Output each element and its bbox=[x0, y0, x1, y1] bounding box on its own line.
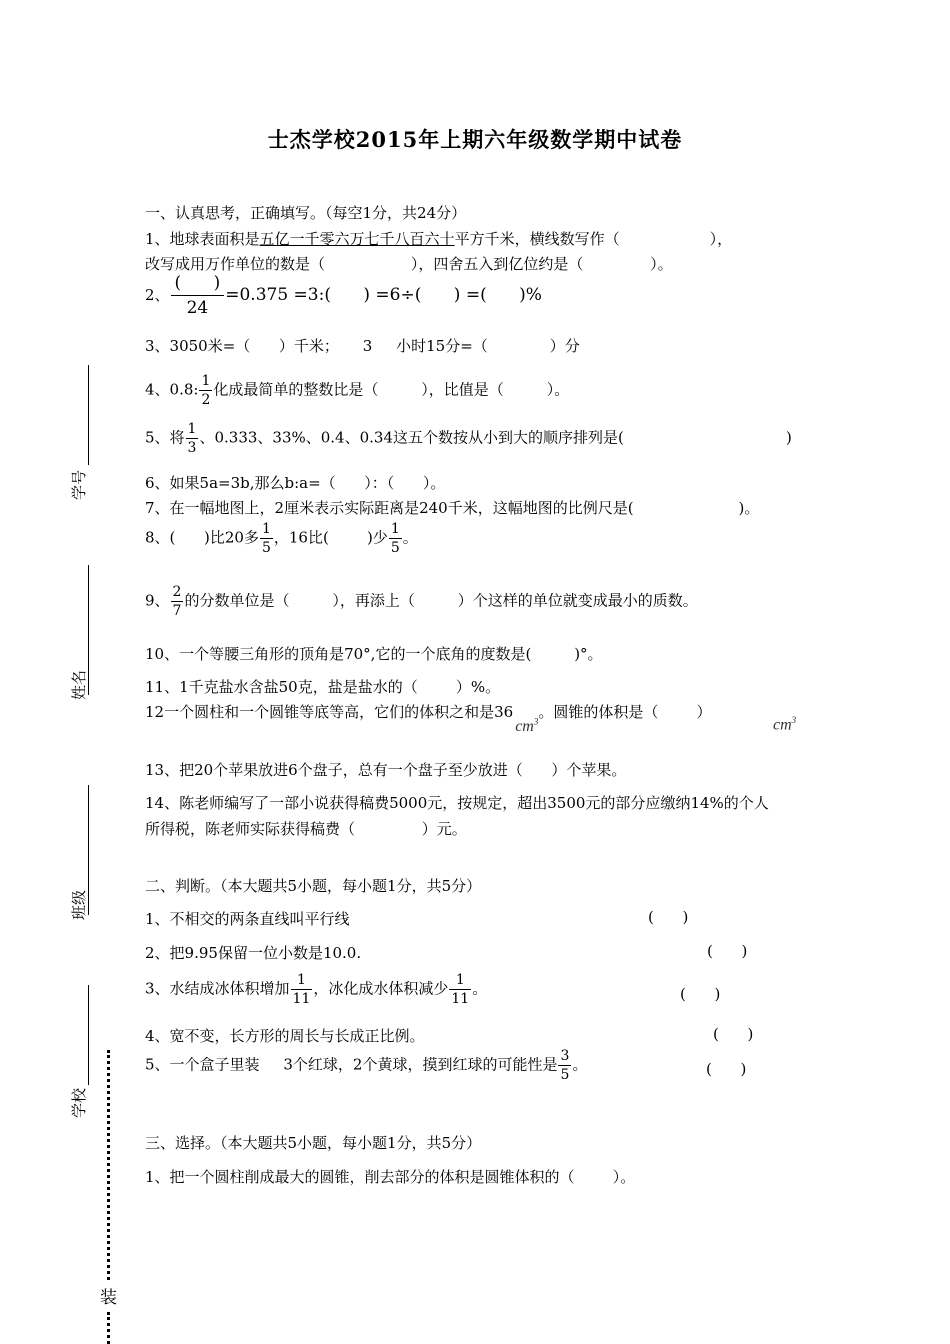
q1-4-numerator: 1 bbox=[201, 373, 211, 389]
q1-1-text-c: 数写作（ bbox=[559, 230, 620, 248]
q2-5-numerator: 3 bbox=[560, 1048, 570, 1064]
q1-9-fraction bbox=[171, 585, 184, 618]
q1-9-numerator: 2 bbox=[172, 584, 182, 600]
q1-12-unit-text-2: cm bbox=[773, 716, 792, 734]
q1-1-text-b: 平方千米，横线 bbox=[454, 230, 560, 248]
q1-11: 11、1千克盐水含盐50克，盐是盐水的（ ）%。 bbox=[145, 678, 501, 696]
q1-8 bbox=[145, 522, 418, 555]
q2-5-text-a: 5、一个盒子里装 3个红球，2个黄球，摸到红球的可能性是 bbox=[145, 1055, 558, 1074]
q1-5-text-a: 5、将 bbox=[145, 428, 185, 447]
q1-8-text-b: ，16比( )少 bbox=[273, 528, 388, 547]
section2-heading: 二、判断。（本大题共5小题，每小题1分，共5分） bbox=[145, 877, 482, 895]
q2-3 bbox=[145, 973, 487, 1006]
q2-5-mark[interactable]: ( ) bbox=[706, 1060, 747, 1078]
q2-5 bbox=[145, 1049, 587, 1082]
q1-5-denominator: 3 bbox=[187, 440, 197, 456]
q2-3-denominator-2: 11 bbox=[451, 991, 470, 1007]
q2-3-numerator-2: 1 bbox=[449, 973, 471, 990]
q1-3: 3、3050米=（ ）千米； 3 小时15分=（ ）分 bbox=[145, 337, 580, 355]
q2-2: 2、把9.95保留一位小数是10.0. bbox=[145, 944, 362, 962]
section1-heading: 一、认真思考，正确填写。（每空1分，共24分） bbox=[145, 204, 467, 222]
q1-4-denominator: 2 bbox=[201, 392, 211, 408]
q1-8-text-a: 8、( )比20多 bbox=[145, 528, 259, 547]
side-label-class: 班级 bbox=[70, 889, 88, 920]
q1-8-fraction-2 bbox=[389, 522, 402, 555]
q1-12-text-b: 。圆锥的体积是（ ） bbox=[538, 703, 712, 721]
q1-14-line2: 所得税，陈老师实际获得稿费（ ）元。 bbox=[145, 820, 467, 838]
q1-2-equation: =0.375 =3:( ) =6÷( ) =( )% bbox=[225, 285, 542, 305]
side-label-id: 学号 bbox=[70, 469, 88, 500]
q1-12-text-a: 12一个圆柱和一个圆锥等底等高，它们的体积之和是36 bbox=[145, 703, 514, 721]
q1-9 bbox=[145, 585, 698, 618]
q2-3-numerator-1: 1 bbox=[291, 973, 313, 990]
q1-10: 10、一个等腰三角形的顶角是70°,它的一个底角的度数是( )°。 bbox=[145, 645, 603, 663]
q2-5-denominator: 5 bbox=[560, 1067, 570, 1083]
q1-1-line2: 改写成用万作单位的数是（ ），四舍五入到亿位约是（ ）。 bbox=[145, 255, 673, 273]
q1-1-text-d: ）， bbox=[709, 230, 733, 248]
q1-7: 7、在一幅地图上，2厘米表示实际距离是240千米，这幅地图的比例尺是( )。 bbox=[145, 499, 760, 517]
q2-5-text-b: 。 bbox=[572, 1055, 588, 1074]
q2-3-text-c: 。 bbox=[472, 979, 488, 998]
q2-3-fraction-1 bbox=[291, 973, 313, 1006]
q2-1: 1、不相交的两条直线叫平行线 bbox=[145, 910, 350, 928]
q1-13: 13、把20个苹果放进6个盘子，总有一个盘子至少放进（ ）个苹果。 bbox=[145, 761, 627, 779]
section3-heading: 三、选择。（本大题共5小题，每小题1分，共5分） bbox=[145, 1134, 482, 1152]
q2-4-mark[interactable]: ( ) bbox=[713, 1025, 754, 1043]
q1-5-fraction bbox=[186, 422, 199, 455]
q1-2-fraction bbox=[171, 275, 225, 317]
q1-8-numerator-1: 1 bbox=[261, 521, 271, 537]
q1-12-unit-text-1: cm bbox=[515, 718, 534, 735]
q2-4: 4、宽不变，长方形的周长与长成正比例。 bbox=[145, 1027, 425, 1045]
q1-12-unit-sup-1: 3 bbox=[533, 716, 539, 727]
q2-3-text-a: 3、水结成冰体积增加 bbox=[145, 979, 290, 998]
q2-3-fraction-2 bbox=[449, 973, 471, 1006]
q2-5-fraction bbox=[558, 1049, 571, 1082]
q1-4-fraction bbox=[199, 374, 212, 407]
q1-2 bbox=[145, 275, 542, 317]
q1-8-denominator-2: 5 bbox=[390, 540, 400, 556]
q3-1: 1、把一个圆柱削成最大的圆锥，削去部分的体积是圆锥体积的（ ）。 bbox=[145, 1168, 636, 1186]
q1-5-text-b: 、0.333、33%、0.4、0.34这五个数按从小到大的顺序排列是( ) bbox=[199, 428, 792, 447]
side-rule-4 bbox=[88, 985, 89, 1085]
q1-2-denominator: 24 bbox=[186, 298, 209, 318]
q1-1-underlined-number: 五亿一千零六万七千八百六十 bbox=[259, 230, 455, 248]
q1-8-numerator-2: 1 bbox=[390, 521, 400, 537]
q2-3-text-b: ，冰化成水体积减少 bbox=[313, 979, 449, 998]
page-title: 士杰学校2015年上期六年级数学期中试卷 bbox=[267, 127, 683, 152]
q2-1-mark[interactable]: ( ) bbox=[648, 908, 689, 926]
q1-5-numerator: 1 bbox=[187, 421, 197, 437]
q1-1-line1 bbox=[145, 228, 732, 249]
q1-6: 6、如果5a=3b,那么b:a=（ ）：（ ）。 bbox=[145, 474, 446, 492]
q1-12-unit-2 bbox=[773, 715, 796, 734]
q1-8-denominator-1: 5 bbox=[261, 540, 271, 556]
binding-dotted-line-2 bbox=[107, 1312, 110, 1344]
q1-4-text-a: 4、0.8: bbox=[145, 380, 199, 399]
q1-14-line1: 14、陈老师编写了一部小说获得稿费5000元，按规定，超出3500元的部分应缴纳14%的个人 bbox=[145, 794, 769, 812]
side-label-school: 学校 bbox=[70, 1087, 88, 1118]
q1-8-text-c: 。 bbox=[402, 528, 418, 547]
q2-3-mark[interactable]: ( ) bbox=[680, 985, 721, 1003]
q1-8-fraction-1 bbox=[260, 522, 273, 555]
side-rule-1 bbox=[88, 365, 89, 465]
binding-dotted-line bbox=[107, 1050, 110, 1280]
q1-5 bbox=[145, 422, 792, 455]
q1-9-denominator: 7 bbox=[172, 603, 182, 619]
side-label-name: 姓名 bbox=[70, 669, 88, 700]
q1-2-numerator: ( ) bbox=[171, 275, 225, 296]
q1-12-unit-1 bbox=[515, 718, 538, 735]
q1-12-unit-sup-2: 3 bbox=[791, 715, 797, 725]
q1-12 bbox=[145, 701, 712, 735]
q2-2-mark[interactable]: ( ) bbox=[707, 942, 748, 960]
q1-4 bbox=[145, 374, 569, 407]
q1-2-num-label: 2、 bbox=[145, 286, 170, 304]
q2-3-denominator-1: 11 bbox=[292, 991, 311, 1007]
q1-9-text-a: 9、 bbox=[145, 591, 170, 610]
q1-4-text-b: 化成最简单的整数比是（ ），比值是（ ）。 bbox=[213, 380, 570, 399]
binding-char: 装 bbox=[100, 1288, 117, 1308]
q1-9-text-b: 的分数单位是（ ），再添上（ ）个这样的单位就变成最小的质数。 bbox=[184, 591, 698, 610]
q1-1-text-a: 1、地球表面积是 bbox=[145, 230, 260, 248]
